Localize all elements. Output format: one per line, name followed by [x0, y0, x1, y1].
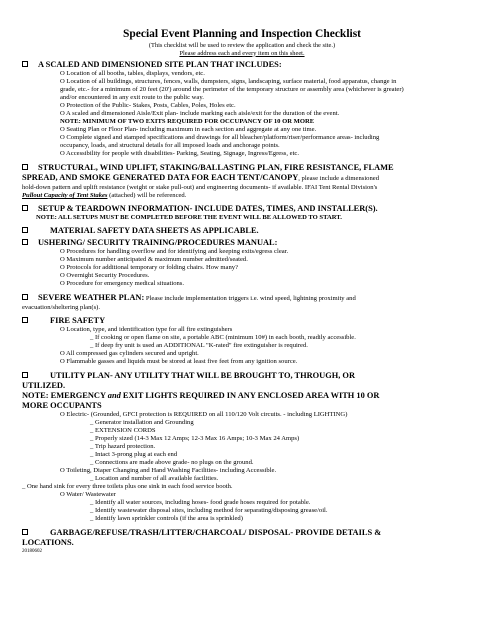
electric-subitem-3: _ Properly sized (14-3 Max 12 Amps; 12-3 Max 16 Amps; 10-3 Max 24 Amps): [90, 435, 300, 443]
ushering-item-2: O Maximum number anticipated & maximum number admitted/seated.: [60, 256, 248, 264]
structural-text-line3: Pullout Capacity of Tent Stakes (attached) will be referenced.: [22, 192, 187, 200]
pullout-capacity-reference: Pullout Capacity of Tent Stakes: [22, 192, 108, 200]
section-fire-safety-heading: FIRE SAFETY: [22, 316, 462, 326]
site-plan-item-4: O A scaled and dimensioned Aisle/Exit plan- include marking each aisle/exit for the duration of the event.: [60, 110, 340, 118]
site-plan-item-2-cont2: and/or encountered in any exit route to the public way.: [60, 94, 204, 102]
site-plan-item-1: O Location of all booths, tables, displays, vendors, etc.: [60, 70, 205, 78]
fire-item-2: O All compressed gas cylinders secured and upright.: [60, 350, 199, 358]
electric-subitem-5: _ Intact 3-prong plug at each end: [90, 451, 178, 459]
toilet-subitem-1: _ Location and number of all available facilities.: [90, 475, 219, 483]
fire-item-1: O Location, type, and identification type for all fire extinguishers: [60, 326, 233, 334]
page-subtitle: (This checklist will be used to review the application and check the site.): [148, 42, 336, 49]
section-garbage-heading: GARBAGE/REFUSE/TRASH/LITTER/CHARCOAL/ DISPOSAL- PROVIDE DETAILS &: [22, 528, 462, 538]
setup-note: NOTE: ALL SETUPS MUST BE COMPLETED BEFORE THE EVENT WILL BE ALLOWED TO START.: [36, 214, 342, 222]
section-msds-heading: MATERIAL SAFETY DATA SHEETS AS APPLICABLE.: [22, 226, 462, 236]
checkbox-structural[interactable]: [22, 164, 28, 170]
utility-handsink: _ One hand sink for every three toilets plus one sink in each food service booth.: [22, 483, 233, 491]
section-garbage-heading-2: LOCATIONS.: [22, 538, 74, 548]
site-plan-item-5: O Seating Plan or Floor Plan- including maximum in each section and aggregate at any one time.: [60, 126, 317, 134]
checkbox-setup[interactable]: [22, 205, 28, 211]
checkbox-utility[interactable]: [22, 372, 28, 378]
fire-subitem-1: _ If cooking or open flame on site, a portable ABC (minimum 10#) in each booth, readily accessible.: [90, 334, 356, 342]
footer-code: 20180602: [22, 549, 42, 555]
utility-note-2: MORE OCCUPANTS: [22, 401, 102, 411]
structural-text-line2: hold-down pattern and uplift resistance (weight or stake pull-out) and engineering documents- if available. IFAI Tent Rental Division's: [22, 184, 378, 192]
utility-electric: O Electric- (Grounded, GFCI protection is REQUIRED on all 110/120 Volt circuits. - including LIGHTING): [60, 411, 348, 419]
weather-text-line2: evacuation/sheltering plan(s).: [22, 304, 100, 312]
water-subitem-2: _ Identify wastewater disposal sites, including method for separating/disposing grease/oil.: [90, 507, 328, 515]
checkbox-msds[interactable]: [22, 227, 28, 233]
fire-subitem-2: _ If deep fry unit is used an ADDITIONAL "K-rated" fire extinguisher is required.: [90, 342, 308, 350]
ushering-item-5: O Procedure for emergency medical situations.: [60, 280, 185, 288]
page-instruction: Please address each and every item on this sheet.: [179, 49, 305, 57]
section-weather-heading: SEVERE WEATHER PLAN: Please include implementation triggers i.e. wind speed, lightning proximity and: [22, 293, 462, 304]
checkbox-weather[interactable]: [22, 294, 28, 300]
site-plan-item-2: O Location of all buildings, structures, fences, walls, dumpsters, signs, landscaping, surface material, food apparatus, change in: [60, 78, 397, 86]
checkbox-garbage[interactable]: [22, 529, 28, 535]
section-utility-heading: UTILITY PLAN- ANY UTILITY THAT WILL BE BROUGHT TO, THROUGH, OR: [22, 371, 462, 381]
ushering-item-3: O Protocols for additional temporary or folding chairs. How many?: [60, 264, 238, 272]
checkbox-ushering[interactable]: [22, 239, 28, 245]
fire-item-3: O Flammable gasses and liquids must be stored at least five feet from any ignition source.: [60, 358, 298, 366]
electric-subitem-6: _ Connections are made above grade- no plugs on the ground.: [90, 459, 254, 467]
electric-subitem-1: _ Generator installation and Grounding: [90, 419, 194, 427]
electric-subitem-2: _ EXTENSION CORDS: [90, 427, 156, 435]
checkbox-fire-safety[interactable]: [22, 317, 28, 323]
ushering-item-4: O Overnight Security Procedures.: [60, 272, 150, 280]
site-plan-item-6-cont: occupancy, loads, and structural details for all imposed loads and anchorage points.: [60, 142, 280, 150]
site-plan-item-7: O Accessibility for people with disabilities- Parking, Seating, Signage, Ingress/Egress, etc.: [60, 150, 299, 158]
section-setup-heading: SETUP & TEARDOWN INFORMATION- INCLUDE DATES, TIMES, AND INSTALLER(S).: [22, 204, 462, 214]
ushering-item-1: O Procedures for handling overflow and for identifying and keeping exits/egress clear.: [60, 248, 289, 256]
section-structural-heading-2: SPREAD, AND SMOKE GENERATED DATA FOR EACH TENT/CANOPY, please include a dimensioned: [22, 173, 379, 183]
utility-toilet: O Toileting, Diaper Changing and Hand Washing Facilities- including Accessible.: [60, 467, 277, 475]
water-subitem-3: _ Identify lawn sprinkler controls (if the area is sprinkled): [90, 515, 243, 523]
site-plan-note: NOTE: MINIMUM OF TWO EXITS REQUIRED FOR OCCUPANCY OF 10 OR MORE: [60, 118, 315, 126]
section-site-plan-heading: A SCALED AND DIMENSIONED SITE PLAN THAT INCLUDES:: [22, 60, 462, 70]
water-subitem-1: _ Identify all water sources, including hoses- food grade hoses required for potable.: [90, 499, 311, 507]
section-ushering-heading: USHERING/ SECURITY TRAINING/PROCEDURES MANUAL:: [22, 238, 462, 248]
site-plan-item-6: O Complete signed and stamped specifications and drawings for all bleacher/platform/riser/performance areas- including: [60, 134, 380, 142]
section-utility-heading-2: UTILIZED.: [22, 381, 66, 391]
site-plan-item-2-cont: grade, etc.- for a minimum of 20 feet (20') around the perimeter of the temporary structure or assembly area (whichever is greater): [60, 86, 404, 94]
site-plan-item-3: O Protection of the Public- Stakes, Posts, Cables, Poles, Holes etc.: [60, 102, 236, 110]
utility-water: O Water/ Wastewater: [60, 491, 116, 499]
page-title: Special Event Planning and Inspection Checklist: [122, 28, 362, 40]
checkbox-site-plan[interactable]: [22, 61, 28, 67]
utility-note: NOTE: EMERGENCY and EXIT LIGHTS REQUIRED IN ANY ENCLOSED AREA WITH 10 OR: [22, 391, 380, 401]
section-structural-heading: STRUCTURAL, WIND UPLIFT, STAKING/BALLASTING PLAN, FIRE RESISTANCE, FLAME: [22, 163, 462, 173]
electric-subitem-4: _ Trip hazard protection.: [90, 443, 156, 451]
